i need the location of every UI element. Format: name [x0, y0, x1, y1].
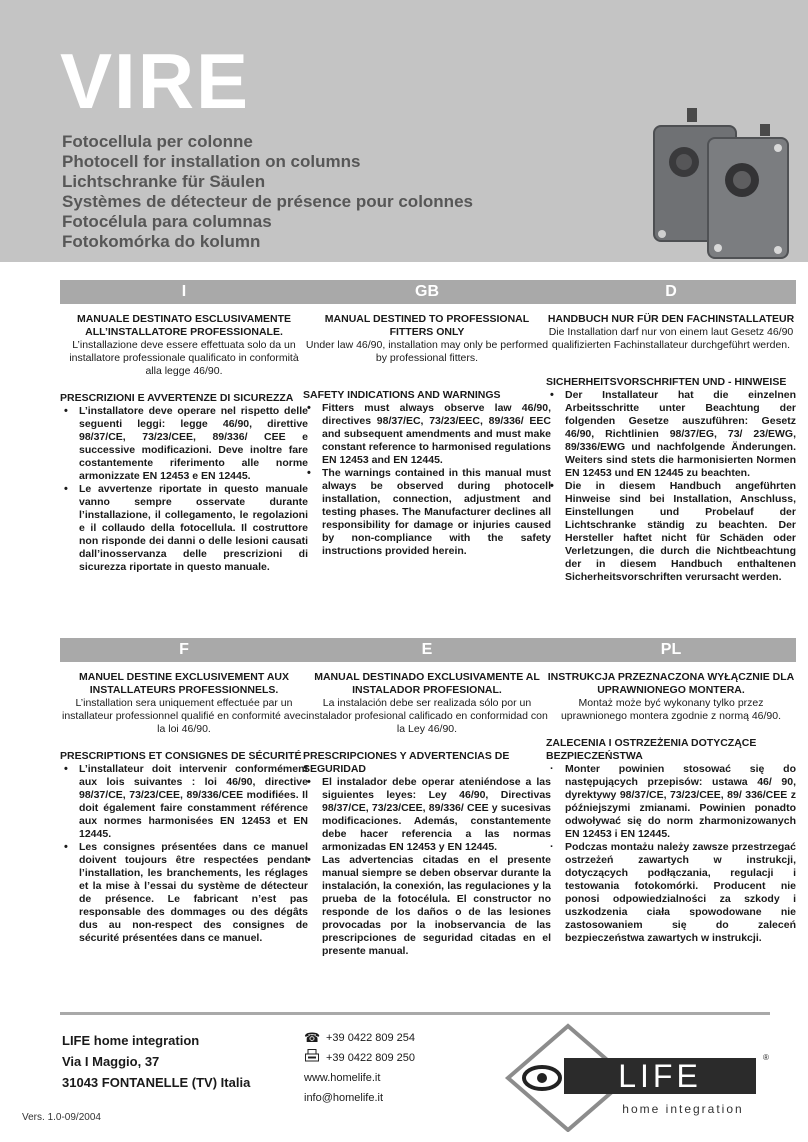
list-item: • Las advertencias citadas en el presente manual siempre se deben observar durante la instalación, la conexión, las regulaciones y la prueba de la fotocélula. El constructor no responde de los daños o de las lesiones provocadas por la inobservancia de las prescripciones de seguridad citadas en el presente manual.	[322, 854, 551, 958]
safety-title-e: PRESCRIPCIONES Y ADVERTENCIAS DE SEGURIDAD	[303, 750, 510, 775]
intro-text-it: L’installazione deve essere effettuata solo da un installatore professionale qualificato in conformità alla legge 46/90.	[69, 339, 299, 377]
safety-title-d: SICHERHEITSVORSCHRIFTEN UND - HINWEISE	[546, 376, 787, 388]
list-item: • The warnings contained in this manual must always be observed during photocell installation, connection, adjustment and testing phases. The Manufacturer declines all responsibility for damage or injuries caused by non-compliance with the safety instructions provided herein.	[322, 467, 551, 558]
company-city: 31043 FONTANELLE (TV) Italia	[62, 1075, 251, 1090]
list-item: · Monter powinien stosować się do następujących przepisów: ustawa 46/ 90, dyrektywy 98/37/CE, 73/23/CEE, 89/ 336/CEE z późniejszymi zmianami. Powinien ponadto odwoływać się do norm zharmonizowanych EN 12453 i EN 12445.	[565, 763, 796, 841]
safety-list-f	[60, 763, 308, 945]
phone-number: +39 0422 809 254	[326, 1032, 416, 1044]
manual-title-gb: MANUAL DESTINED TO PROFESSIONAL FITTERS ONLY	[324, 313, 530, 338]
company-street: Via I Maggio, 37	[62, 1054, 160, 1069]
list-item: • El instalador debe operar ateniéndose a las siguientes leyes: Ley 46/90, Directivas 98/37/CE, 73/23/CEE, 89/336/ CEE y sucesivas modificaciones. Además, constantemente debe hacer referencia a las normas armonizadas EN 12453 y EN 12445.	[322, 776, 551, 854]
list-item: · Podczas montażu należy zawsze przestrzegać ostrzeżeń zawartych w instrukcji, dotyczących podłączania, regulacji i testowania fotokomórki. Producent nie ponosi odpowiedzialności za szkody i uszkodzenia ciała spowodowane nie zastosowaniem się do zaleceń bezpieczeństwa zawartych w instrukcji.	[565, 841, 796, 945]
section-english	[303, 280, 551, 558]
phone-row	[304, 1028, 415, 1048]
company-address	[62, 1030, 250, 1093]
email-link[interactable]: info@homelife.it	[304, 1092, 384, 1104]
safety-title-pl: ZALECENIA I OSTRZEŻENIA DOTYCZĄCE BEZPIECZEŃSTWA	[546, 737, 757, 762]
safety-list-d	[546, 389, 796, 584]
intro-text-gb: Under law 46/90, installation may only be performed by professional fitters.	[305, 339, 549, 364]
manual-title-it: MANUALE DESTINATO ESCLUSIVAMENTE ALL’INSTALLATORE PROFESSIONALE.	[76, 313, 292, 338]
subtitle-gb: Photocell for installation on columns	[62, 152, 361, 171]
section-italian	[60, 280, 308, 574]
photocell-product-photo	[640, 108, 790, 273]
list-item: • Fitters must always observe law 46/90, directives 98/37/EC, 73/23/EEC, 89/336/ EEC and subsequent amendments and must make constant reference to harmonised regulations EN 12453 and EN 12445.	[322, 402, 551, 467]
list-item: • L’installateur doit intervenir conformément aux lois suivantes : loi 46/90, directive 98/37/CE, 73/23/CEE, 89/336/CEE modifiées. Il doit également faire constamment référence aux normes harmonisées EN 12453 et EN 12445.	[79, 763, 308, 841]
life-logo	[498, 1022, 776, 1132]
manual-title-e: MANUAL DESTINADO EXCLUSIVAMENTE AL INSTALADOR PROFESIONAL.	[314, 671, 540, 696]
list-item: • Die in diesem Handbuch angeführten Hinweise sind bei Installation, Anschluss, Einstellungen und Probelauf der Lichtschranke ständig zu beachten. Der Hersteller haftet nicht für Schäden oder Verletzungen, die durch die Nichtbeachtung der in diesem Handbuch enthaltenen Sicherheitsvorschriften verursacht werden.	[565, 480, 796, 584]
safety-list-it	[60, 405, 308, 574]
manual-title-pl: INSTRUKCJA PRZEZNACZONA WYŁĄCZNIE DLA UPRAWNIONEGO MONTERA.	[547, 671, 795, 696]
section-french	[60, 638, 308, 945]
website-link[interactable]: www.homelife.it	[304, 1072, 381, 1084]
manual-title-d: HANDBUCH NUR FÜR DEN FACHINSTALLATEUR	[547, 313, 795, 325]
safety-title-gb: SAFETY INDICATIONS AND WARNINGS	[303, 389, 501, 401]
section-polish	[546, 638, 796, 945]
logo-wordmark: LIFE	[618, 1058, 702, 1094]
subtitle-es: Fotocélula para columnas	[62, 212, 272, 231]
language-band-f: F	[60, 638, 308, 662]
contact-info	[304, 1028, 415, 1108]
language-band-gb: GB	[303, 280, 551, 304]
product-title: VIRE	[60, 37, 251, 125]
safety-list-e	[303, 776, 551, 958]
list-item: • Der Installateur hat die einzelnen Arbeitsschritte unter Beachtung der folgenden Gesetze auszuführen: Gesetz 46/90, Richtlinien 98/37/EG, 73/ 23/EWG, 89/336/EWG und nachfolgende Änderungen. Weiters sind stets die harmonisierten Normen EN 12453 und EN 12445 zu beachten.	[565, 389, 796, 480]
logo-tagline: home integration	[622, 1102, 744, 1116]
subtitle-pl: Fotokomórka do kolumn	[62, 232, 261, 251]
safety-title-f: PRESCRIPTIONS ET CONSIGNES DE SÉCURITÉ	[60, 750, 302, 762]
language-band-e: E	[303, 638, 551, 662]
fax-icon	[304, 1048, 320, 1068]
subtitle-de: Lichtschranke für Säulen	[62, 172, 266, 191]
company-name: LIFE home integration	[62, 1033, 200, 1048]
subtitle-fr: Systèmes de détecteur de présence pour colonnes	[62, 192, 473, 211]
fax-row	[304, 1048, 415, 1068]
phone-icon: ☎	[304, 1030, 321, 1045]
safety-title-it: PRESCRIZIONI E AVVERTENZE DI SICUREZZA	[60, 392, 294, 404]
section-spanish	[303, 638, 551, 958]
list-item: • Les consignes présentées dans ce manuel doivent toujours être respectées pendant l’installation, les branchements, les réglages et la mise à l’essai du système de détecteur de présence. Le fabricant n’est pas responsable des dommages ou des dégâts dus au non-respect des consignes de sécurité présentées dans ce manuel.	[79, 841, 308, 945]
language-band-it: I	[60, 280, 308, 304]
language-band-d: D	[546, 280, 796, 304]
intro-text-f: L’installation sera uniquement effectuée par un installateur professionnel qualifié en conformité avec la loi 46/90.	[62, 697, 306, 735]
manual-title-f: MANUEL DESTINE EXCLUSIVEMENT AUX INSTALLATEURS PROFESSIONNELS.	[78, 671, 290, 696]
footer-divider	[60, 1012, 770, 1015]
intro-text-d: Die Installation darf nur von einem laut Gesetz 46/90 qualifizierten Fachinstallateur durchgeführt werden.	[548, 326, 794, 351]
registered-mark: ®	[763, 1053, 769, 1062]
subtitle-it: Fotocellula per colonne	[62, 132, 253, 151]
list-item: • Le avvertenze riportate in questo manuale vanno sempre osservate durante l’installazione, il collegamento, le regolazioni e il collaudo della fotocellula. Il costruttore non risponde dei danni o delle lesioni causati dall’inosservanza delle prescrizioni di sicurezza riportate in questo manuale.	[79, 483, 308, 574]
fax-number: +39 0422 809 250	[326, 1052, 416, 1064]
safety-list-gb	[303, 402, 551, 558]
list-item: • L’installatore deve operare nel rispetto delle seguenti leggi: legge 46/90, direttive 98/37/CE, 73/23/CEE, 89/336/ CEE e successive modificazioni. Deve inoltre fare costantemente riferimento alle norme armonizzate EN 12453 e EN 12445.	[79, 405, 308, 483]
language-band-pl: PL	[546, 638, 796, 662]
version-label: Vers. 1.0-09/2004	[22, 1112, 101, 1123]
safety-list-pl	[546, 763, 796, 945]
intro-text-pl: Montaż może być wykonany tylko przez uprawnionego montera zgodnie z normą 46/90.	[560, 697, 782, 722]
product-subtitles	[62, 132, 473, 252]
intro-text-e: La instalación debe ser realizada sólo por un instalador profesional calificado en conformidad con la Ley 46/90.	[306, 697, 548, 735]
section-german	[546, 280, 796, 584]
